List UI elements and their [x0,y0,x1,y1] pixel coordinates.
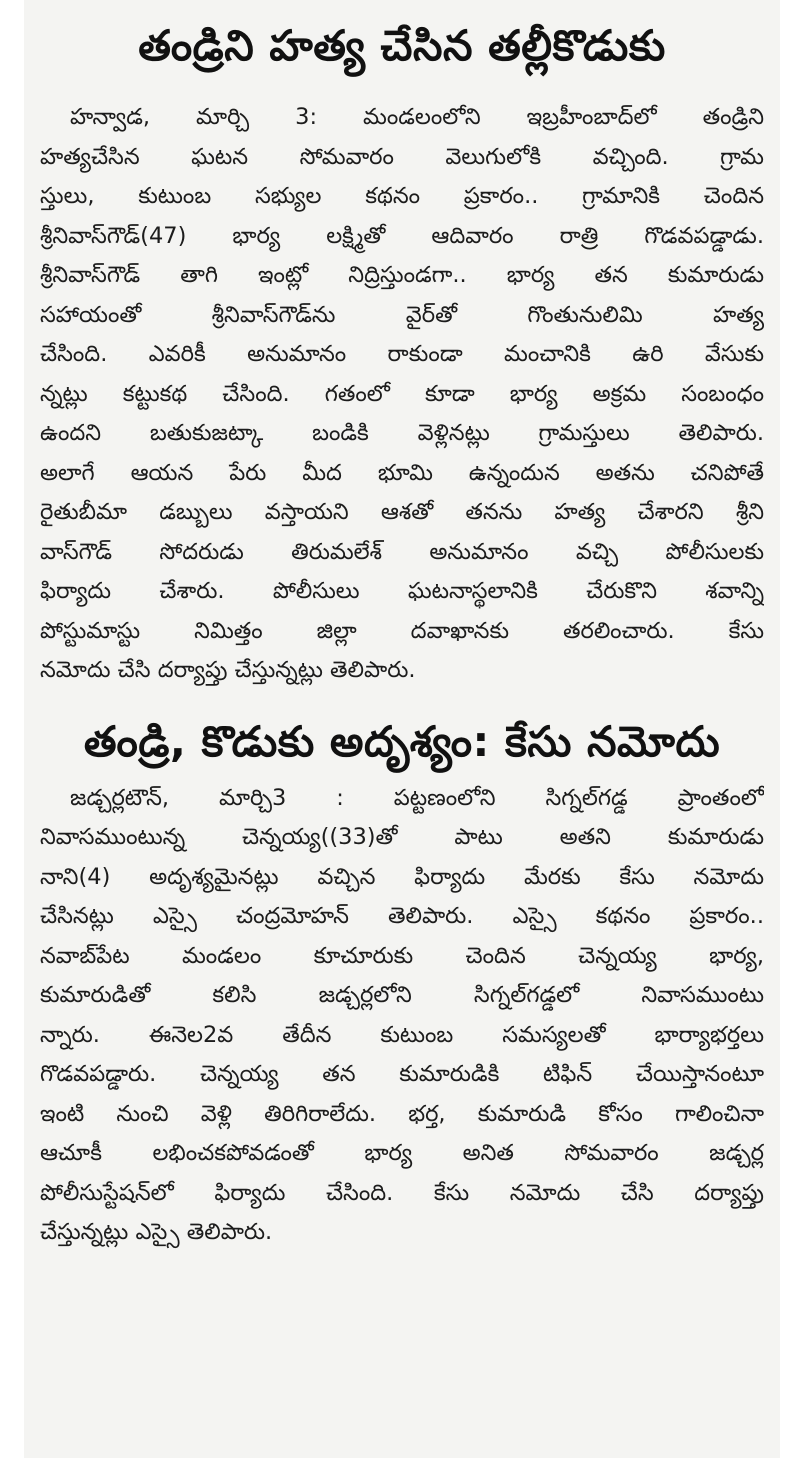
newspaper-clipping [24,0,780,1458]
headline-father-son-missing: తండ్రి, కొడుకు అదృశ్యం: కేసు నమోదు [83,716,721,766]
body-line: శ్రీనివాస్‌గౌడ్(47) భార్య లక్ష్మితో ఆదివారం రాత్రి గొడవపడ్డాడు. [40,222,764,249]
body-line: చేసినట్లు ఎస్సై చంద్రమోహన్ తెలిపారు. ఎస్సై కథనం ప్రకారం.. [40,903,764,929]
body-line: న్నట్లు కట్టుకథ చేసింది. గతంలో కూడా భార్య అక్రమ సంబంధం [40,380,764,407]
body-line: చేసింది. ఎవరికీ అనుమానం రాకుండా మంచానికి ఉరి వేసుకు [40,341,764,367]
body-line: నవాబ్‌పేట మండలం కూచూరుకు చెందిన చెన్నయ్య భార్య, [40,942,764,969]
body-line: స్తులు, కుటుంబ సభ్యుల కథనం ప్రకారం.. గ్రామానికి చెందిన [40,183,764,209]
body-line: శ్రీనివాస్‌గౌడ్ తాగి ఇంట్లో నిద్రిస్తుండగా.. భార్య తన కుమారుడు [40,262,764,288]
body-line: కుమారుడితో కలిసి జడ్చర్లలోని సిగ్నల్‌గడ్డలో నివాసముంటు [40,982,764,1008]
body-line: ఫిర్యాదు చేశారు. పోలీసులు ఘటనాస్థలానికి చేరుకొని శవాన్ని [40,578,764,604]
body-line: రైతుబీమా డబ్బులు వస్తాయని ఆశతో తనను హత్య చేశారని శ్రీని [40,499,764,525]
body-line: నాని(4) అదృశ్యమైనట్లు వచ్చిన ఫిర్యాదు మేరకు కేసు నమోదు [40,863,764,890]
body-line: సహాయంతో శ్రీనివాస్‌గౌడ్‌ను వైర్‌తో గొంతునులిమి హత్య [40,301,764,328]
body-line: అలాగే ఆయన పేరు మీద భూమి ఉన్నందున అతను చనిపోతే [40,459,764,486]
body-line: హత్యచేసిన ఘటన సోమవారం వెలుగులోకి వచ్చింది. గ్రామ [40,143,764,170]
body-line: గొడవపడ్డారు. చెన్నయ్య తన కుమారుడికి టిఫిన్ చేయిస్తానంటూ [40,1061,764,1087]
body-line: నమోదు చేసి దర్యాప్తు చేస్తున్నట్లు తెలిపారు. [40,657,416,683]
article-father-murder [40,14,764,691]
body-line: వాస్‌గౌడ్ సోదరుడు తిరుమలేశ్ అనుమానం వచ్చి పోలీసులకు [40,538,764,565]
body-line: జడ్చర్లటౌన్, మార్చి3 : పట్టణంలోని సిగ్నల్‌గడ్డ ప్రాంతంలో [70,784,764,811]
body-line: చేస్తున్నట్లు ఎస్సై తెలిపారు. [40,1219,273,1245]
body-line: హన్వాడ, మార్చి 3: మండలంలోని ఇబ్రహీంబాద్‌లో తండ్రిని [70,104,764,130]
article-body-father-murder [40,98,764,691]
headline-father-murder: తండ్రిని హత్య చేసిన తల్లీకొడుకు [138,21,666,70]
body-line: ఇంటి నుంచి వెళ్లి తిరిగిరాలేదు. భర్త, కుమారుడి కోసం గాలించినా [40,1100,764,1127]
body-line: ఆచూకీ లభించకపోవడంతో భార్య అనిత సోమవారం జడ్చర్ల [40,1140,764,1166]
body-line: ఉందని బతుకుజట్కా బండికి వెళ్లినట్లు గ్రామస్తులు తెలిపారు. [40,420,764,446]
body-line: పోలీసుస్టేషన్‌లో ఫిర్యాదు చేసింది. కేసు నమోదు చేసి దర్యాప్తు [40,1179,764,1206]
article-body-father-son-missing [40,779,764,1253]
body-line: న్నారు. ఈనెల2వ తేదీన కుటుంబ సమస్యలతో భార్యాభర్తలు [40,1021,764,1048]
body-line: నివాసముంటున్న చెన్నయ్య((33)తో పాటు అతని కుమారుడు [40,824,764,850]
article-father-son-missing [40,709,764,1253]
body-line: పోస్టుమాస్టు నిమిత్తం జిల్లా దవాఖానకు తరలించారు. కేసు [40,617,764,644]
